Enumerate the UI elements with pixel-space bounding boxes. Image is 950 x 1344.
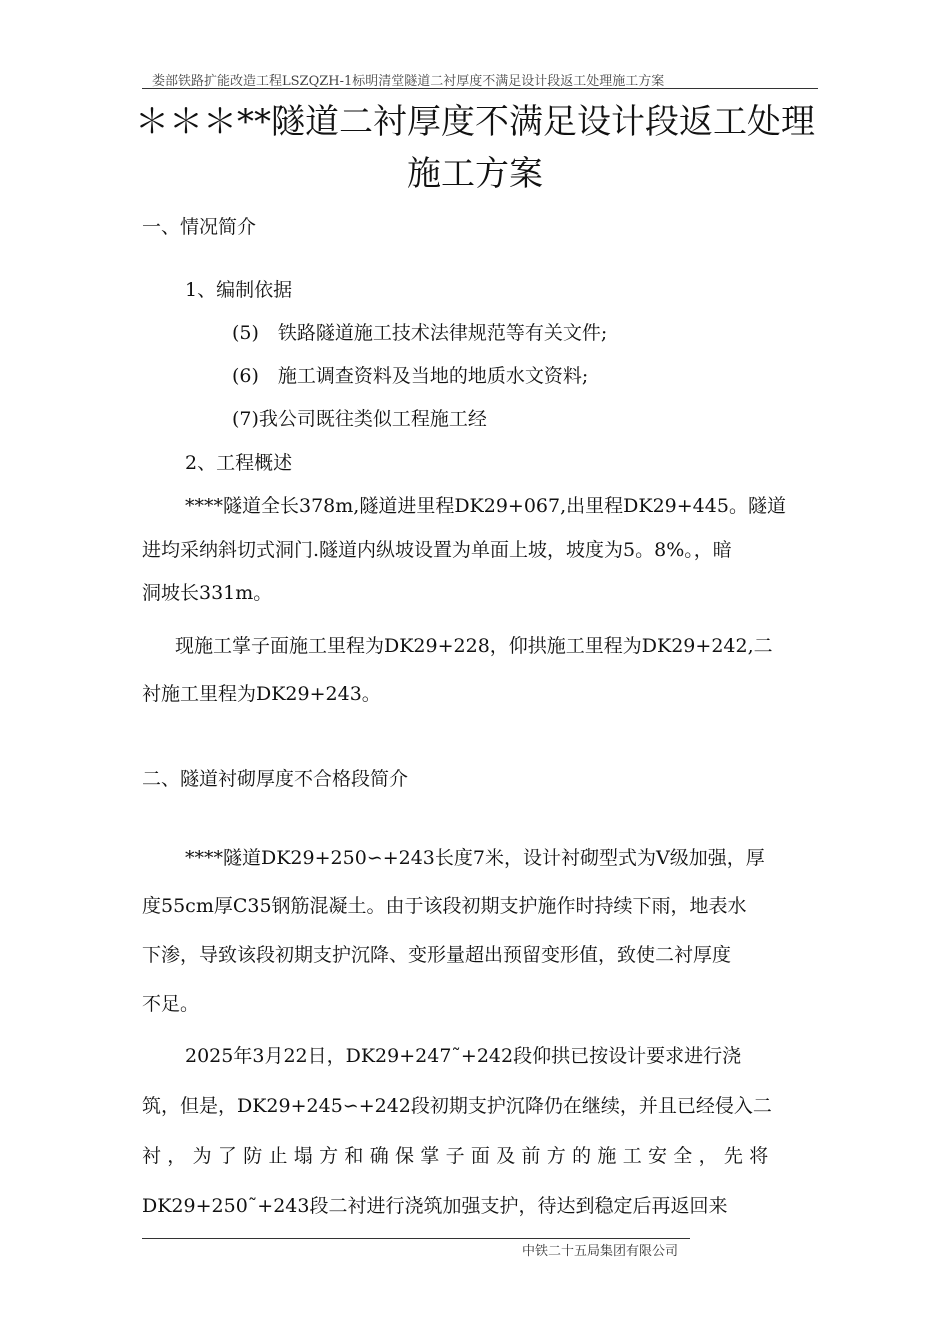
paragraph-line: 现施工掌子面施工里程为DK29+228，仰拱施工里程为DK29+242,二 xyxy=(175,635,773,657)
paragraph-line: 洞坡长331m。 xyxy=(142,582,273,604)
basis-item: (7)我公司既往类似工程施工经 xyxy=(232,408,487,430)
header-divider xyxy=(142,88,818,89)
paragraph-line: 下渗，导致该段初期支护沉降、变形量超出预留变形值，致使二衬厚度 xyxy=(142,944,732,966)
paragraph-line: DK29+250˜+243段二衬进行浇筑加强支护，待达到稳定后再返回来 xyxy=(142,1195,728,1217)
document-title-line-1: ＊＊＊**隧道二衬厚度不满足设计段返工处理 xyxy=(135,102,815,142)
header-text: 娄部铁路扩能改造工程LSZQZH-1标明清堂隧道二衬厚度不满足设计段返工处理施工方案 xyxy=(152,74,665,89)
paragraph-line: ****隧道DK29+250∽+243长度7米，设计衬砌型式为Ⅴ级加强，厚 xyxy=(185,847,765,869)
paragraph-line: 筑，但是，DK29+245∽+242段初期支护沉降仍在继续，并且已经侵入二 xyxy=(142,1095,772,1117)
subsection-heading-project-overview: 2、工程概述 xyxy=(185,452,293,474)
footer-divider xyxy=(142,1238,690,1239)
section-heading-defect: 二、隧道衬砌厚度不合格段简介 xyxy=(142,768,409,790)
paragraph-line: 进均采纳斜切式洞门.隧道内纵坡设置为单面上坡，坡度为5。8%。，暗 xyxy=(142,539,732,561)
basis-item: (5) 铁路隧道施工技术法律规范等有关文件; xyxy=(232,322,608,344)
paragraph-line: 衬，为了防止塌方和确保掌子面及前方的施工安全，先将 xyxy=(142,1145,775,1167)
paragraph-line: 不足。 xyxy=(142,993,200,1015)
section-heading-overview: 一、情况简介 xyxy=(142,216,257,238)
paragraph-line: 度55cm厚C35钢筋混凝土。由于该段初期支护施作时持续下雨，地表水 xyxy=(142,895,747,917)
paragraph-line: 2025年3月22日，DK29+247˜+242段仰拱已按设计要求进行浇 xyxy=(185,1045,742,1067)
footer-company: 中铁二十五局集团有限公司 xyxy=(522,1244,679,1259)
subsection-heading-basis: 1、编制依据 xyxy=(185,279,293,301)
document-title-line-2: 施工方案 xyxy=(407,154,543,194)
paragraph-line: ****隧道全长378m,隧道进里程DK29+067,出里程DK29+445。隧道 xyxy=(185,495,786,517)
paragraph-line: 衬施工里程为DK29+243。 xyxy=(142,683,381,705)
basis-item: (6) 施工调查资料及当地的地质水文资料; xyxy=(232,365,589,387)
